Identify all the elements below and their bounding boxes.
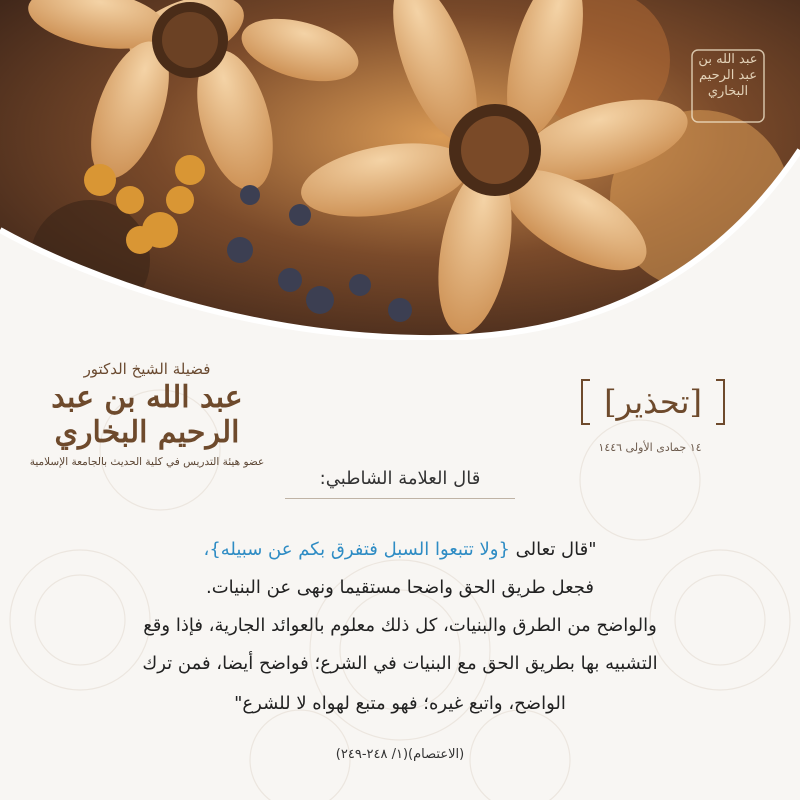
- scholar-name: عبد الله بن عبد الرحيم البخاري: [51, 380, 243, 450]
- warning-badge-label: [تحذير]: [604, 383, 702, 421]
- flower-photo: [0, 0, 800, 340]
- citation: (الاعتصام)(١/ ٢٤٨-٢٤٩): [335, 747, 465, 762]
- quote-line-2: فجعل طريق الحق واضحا مستقيما ونهى عن البنيات.: [205, 577, 594, 598]
- quote-line-4: التشبيه بها بطريق الحق مع البنيات في الشرع؛ فواضح أيضا، فمن ترك: [142, 653, 658, 674]
- seal-text: عبد الله بن عبد الرحيم البخاري: [698, 52, 758, 99]
- badge-date: ١٤ جمادى الأولى ١٤٤٦: [598, 441, 702, 454]
- scholar-subtitle: عضو هيئة التدريس في كلية الحديث بالجامعة الإسلامية: [29, 456, 265, 468]
- quote-line-1-prefix: "قال تعالى: [509, 539, 597, 560]
- scholar-block: [22, 360, 272, 468]
- scholar-title: فضيلة الشيخ الدكتور: [83, 360, 211, 378]
- quran-verse: {ولا تتبعوا السبل فتفرق بكم عن سبيله}: [209, 539, 510, 560]
- quote-line-1: [40, 536, 760, 564]
- quote-line-5: الواضح، واتبع غيره؛ فهو متبع لهواه لا للشرع": [234, 693, 566, 714]
- quote-line-1-suffix: ،: [203, 539, 210, 560]
- quote-line-3: والواضح من الطرق والبنيات، كل ذلك معلوم بالعوائد الجارية، فإذا وقع: [143, 615, 657, 636]
- quote-heading: قال العلامة الشاطبي:: [319, 468, 481, 489]
- heading-divider: [285, 498, 515, 499]
